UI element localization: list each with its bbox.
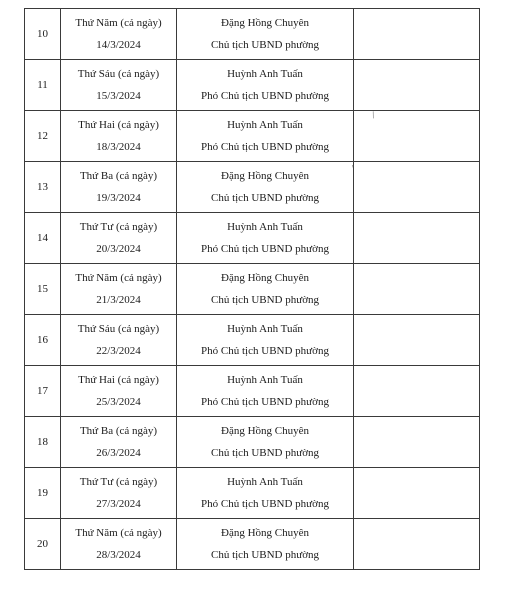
note-cell [354, 417, 480, 468]
date-value: 18/3/2024 [96, 141, 141, 153]
official-cell [177, 9, 354, 60]
weekday-label: Thứ Hai (cả ngày) [78, 119, 159, 131]
official-name: Huỳnh Anh Tuấn [227, 323, 303, 335]
date-cell [61, 162, 177, 213]
stray-pen-mark: / [370, 109, 377, 122]
weekday-label: Thứ Năm (cả ngày) [75, 272, 162, 284]
row-number-cell [25, 213, 61, 264]
row-number: 19 [37, 487, 48, 499]
date-value: 25/3/2024 [96, 396, 141, 408]
row-number-cell [25, 162, 61, 213]
date-cell [61, 366, 177, 417]
date-value: 26/3/2024 [96, 447, 141, 459]
row-number: 11 [37, 79, 48, 91]
table-row [25, 213, 480, 264]
row-number-cell [25, 366, 61, 417]
note-cell [354, 60, 480, 111]
note-cell [354, 519, 480, 570]
table-row [25, 417, 480, 468]
row-number-cell [25, 9, 61, 60]
official-cell [177, 519, 354, 570]
official-title: Chủ tịch UBND phường [210, 549, 320, 561]
official-cell [177, 366, 354, 417]
official-name: Đặng Hồng Chuyên [221, 170, 309, 182]
weekday-label: Thứ Tư (cả ngày) [79, 221, 158, 233]
weekday-label: Thứ Năm (cả ngày) [75, 17, 162, 29]
table-row [25, 162, 480, 213]
date-cell [61, 9, 177, 60]
official-title: Phó Chủ tịch UBND phường [201, 243, 329, 255]
official-cell [177, 315, 354, 366]
row-number: 12 [37, 130, 48, 142]
official-name: Đặng Hồng Chuyên [221, 527, 309, 539]
date-cell [61, 60, 177, 111]
table-row [25, 315, 480, 366]
official-cell [177, 264, 354, 315]
official-name: Huỳnh Anh Tuấn [227, 221, 303, 233]
official-title: Phó Chủ tịch UBND phường [201, 90, 329, 102]
table-row [25, 60, 480, 111]
official-name: Huỳnh Anh Tuấn [227, 68, 303, 80]
official-cell [177, 162, 354, 213]
schedule-body [25, 9, 480, 570]
official-cell [177, 468, 354, 519]
date-cell [61, 417, 177, 468]
note-cell [354, 162, 480, 213]
note-cell [354, 213, 480, 264]
weekday-label: Thứ Sáu (cả ngày) [77, 68, 160, 80]
date-value: 21/3/2024 [96, 294, 141, 306]
row-number: 14 [37, 232, 48, 244]
row-number: 10 [37, 28, 48, 40]
duty-schedule-table [24, 8, 480, 570]
note-cell [354, 468, 480, 519]
note-cell [354, 264, 480, 315]
date-cell [61, 213, 177, 264]
date-value: 22/3/2024 [96, 345, 141, 357]
note-cell [354, 366, 480, 417]
row-number-cell [25, 60, 61, 111]
row-number-cell [25, 111, 61, 162]
date-value: 15/3/2024 [96, 90, 141, 102]
date-cell [61, 519, 177, 570]
row-number: 15 [37, 283, 48, 295]
weekday-label: Thứ Tư (cả ngày) [79, 476, 158, 488]
date-value: 27/3/2024 [96, 498, 141, 510]
weekday-label: Thứ Ba (cả ngày) [79, 170, 158, 182]
row-number-cell [25, 468, 61, 519]
row-number-cell [25, 417, 61, 468]
official-title: Phó Chủ tịch UBND phường [201, 141, 329, 153]
date-cell [61, 315, 177, 366]
row-number-cell [25, 519, 61, 570]
official-cell [177, 213, 354, 264]
weekday-label: Thứ Sáu (cả ngày) [77, 323, 160, 335]
table-row [25, 111, 480, 162]
official-name: Đặng Hồng Chuyên [221, 425, 309, 437]
official-title: Chủ tịch UBND phường [210, 294, 320, 306]
official-title: Phó Chủ tịch UBND phường [201, 345, 329, 357]
date-value: 28/3/2024 [96, 549, 141, 561]
note-cell [354, 315, 480, 366]
row-number-cell [25, 264, 61, 315]
date-cell [61, 468, 177, 519]
official-title: Phó Chủ tịch UBND phường [201, 498, 329, 510]
row-number: 17 [37, 385, 48, 397]
official-cell [177, 111, 354, 162]
note-cell [354, 9, 480, 60]
official-name: Huỳnh Anh Tuấn [227, 476, 303, 488]
weekday-label: Thứ Hai (cả ngày) [78, 374, 159, 386]
table-row [25, 519, 480, 570]
weekday-label: Thứ Ba (cả ngày) [79, 425, 158, 437]
row-number: 20 [37, 538, 48, 550]
official-cell [177, 417, 354, 468]
table-row [25, 366, 480, 417]
weekday-label: Thứ Năm (cả ngày) [75, 527, 162, 539]
table-row [25, 9, 480, 60]
row-number: 16 [37, 334, 48, 346]
date-value: 14/3/2024 [96, 39, 141, 51]
official-name: Đặng Hồng Chuyên [221, 17, 309, 29]
table-row [25, 468, 480, 519]
row-number: 18 [37, 436, 48, 448]
official-name: Huỳnh Anh Tuấn [227, 119, 303, 131]
official-title: Chủ tịch UBND phường [210, 39, 320, 51]
date-value: 20/3/2024 [96, 243, 141, 255]
official-title: Phó Chủ tịch UBND phường [201, 396, 329, 408]
table-row [25, 264, 480, 315]
official-name: Huỳnh Anh Tuấn [227, 374, 303, 386]
row-number: 13 [37, 181, 48, 193]
official-name: Đặng Hồng Chuyên [221, 272, 309, 284]
row-number-cell [25, 315, 61, 366]
date-cell [61, 264, 177, 315]
official-title: Chủ tịch UBND phường [210, 192, 320, 204]
date-value: 19/3/2024 [96, 192, 141, 204]
date-cell [61, 111, 177, 162]
stray-pen-mark: ' [352, 164, 354, 175]
official-cell [177, 60, 354, 111]
official-title: Chủ tịch UBND phường [210, 447, 320, 459]
